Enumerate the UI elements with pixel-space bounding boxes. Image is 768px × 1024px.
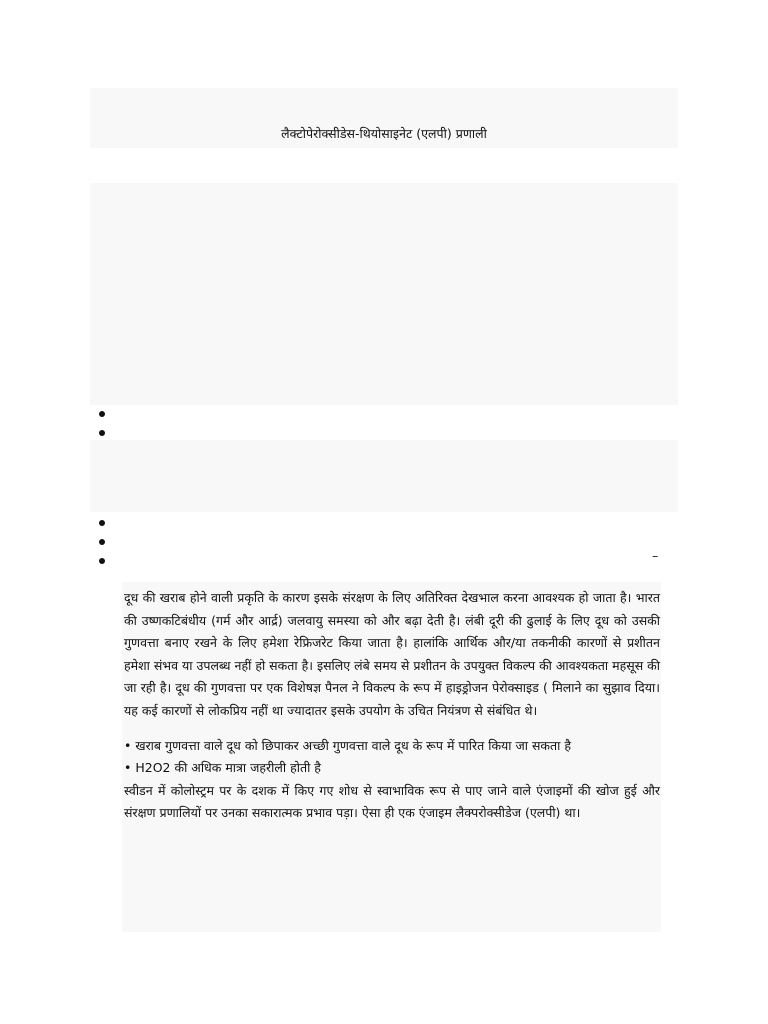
page-title: लैक्टोपेरोक्सीडेस-थियोसाइनेट (एलपी) प्रणाली xyxy=(281,126,487,141)
bullet-marker xyxy=(99,520,105,526)
blank-content-band xyxy=(90,183,678,405)
bullet-marker xyxy=(99,411,105,417)
bullet-marker xyxy=(99,539,105,545)
title-band xyxy=(90,88,678,148)
point-disguise: • खराब गुणवत्ता वाले दूध को छिपाकर अच्छी गुणवत्ता वाले दूध के रूप में पारित किया जा सकता है xyxy=(124,737,572,753)
point-toxicity: • H2O2 की अधिक मात्रा जहरीली होती है xyxy=(124,760,321,776)
blank-content-band xyxy=(90,440,678,512)
body-text xyxy=(124,587,660,825)
bullet-marker xyxy=(99,430,105,436)
paragraph-preservation: दूध की खराब होने वाली प्रकृति के कारण इसके संरक्षण के लिए अतिरिक्त देखभाल करना आवश्यक हो जाता है। भारत की उष्णकटिबंधीय (गर्म और आर्द्र) जलवायु समस्या को और बढ़ा देती है। लंबी दूरी की ढुलाई के लिए दूध को उसकी गुणवत्ता बनाए रखने के लिए हमेशा रेफ्रिजरेट किया जाता है। हालांकि आर्थिक और/या तकनीकी कारणों से प्रशीतन हमेशा संभव या उपलब्ध नहीं हो सकता है। इसलिए लंबे समय से प्रशीतन के उपयुक्त विकल्प की आवश्यकता महसूस की जा रही है। दूध की गुणवत्ता पर एक विशेषज्ञ पैनल ने विकल्प के रूप में हाइड्रोजन पेरोक्साइड ( मिलाने का सुझाव दिया। यह कई कारणों से लोकप्रिय नहीं था ज्यादातर इसके उपयोग के उचित नियंत्रण से संबंधित थे। xyxy=(124,590,660,718)
paragraph-sweden-research: स्वीडन में कोलोस्ट्रम पर के दशक में किए गए शोध से स्वाभाविक रूप से पाए जाने वाले एंजाइमों की खोज हुई और संरक्षण प्रणालियों पर उनका सकारात्मक प्रभाव पड़ा। ऐसा ही एक एंजाइम लैक्परोक्सीडेज (एलपी) था। xyxy=(124,782,660,821)
dash-mark: – xyxy=(652,548,659,563)
bullet-marker xyxy=(99,558,105,564)
